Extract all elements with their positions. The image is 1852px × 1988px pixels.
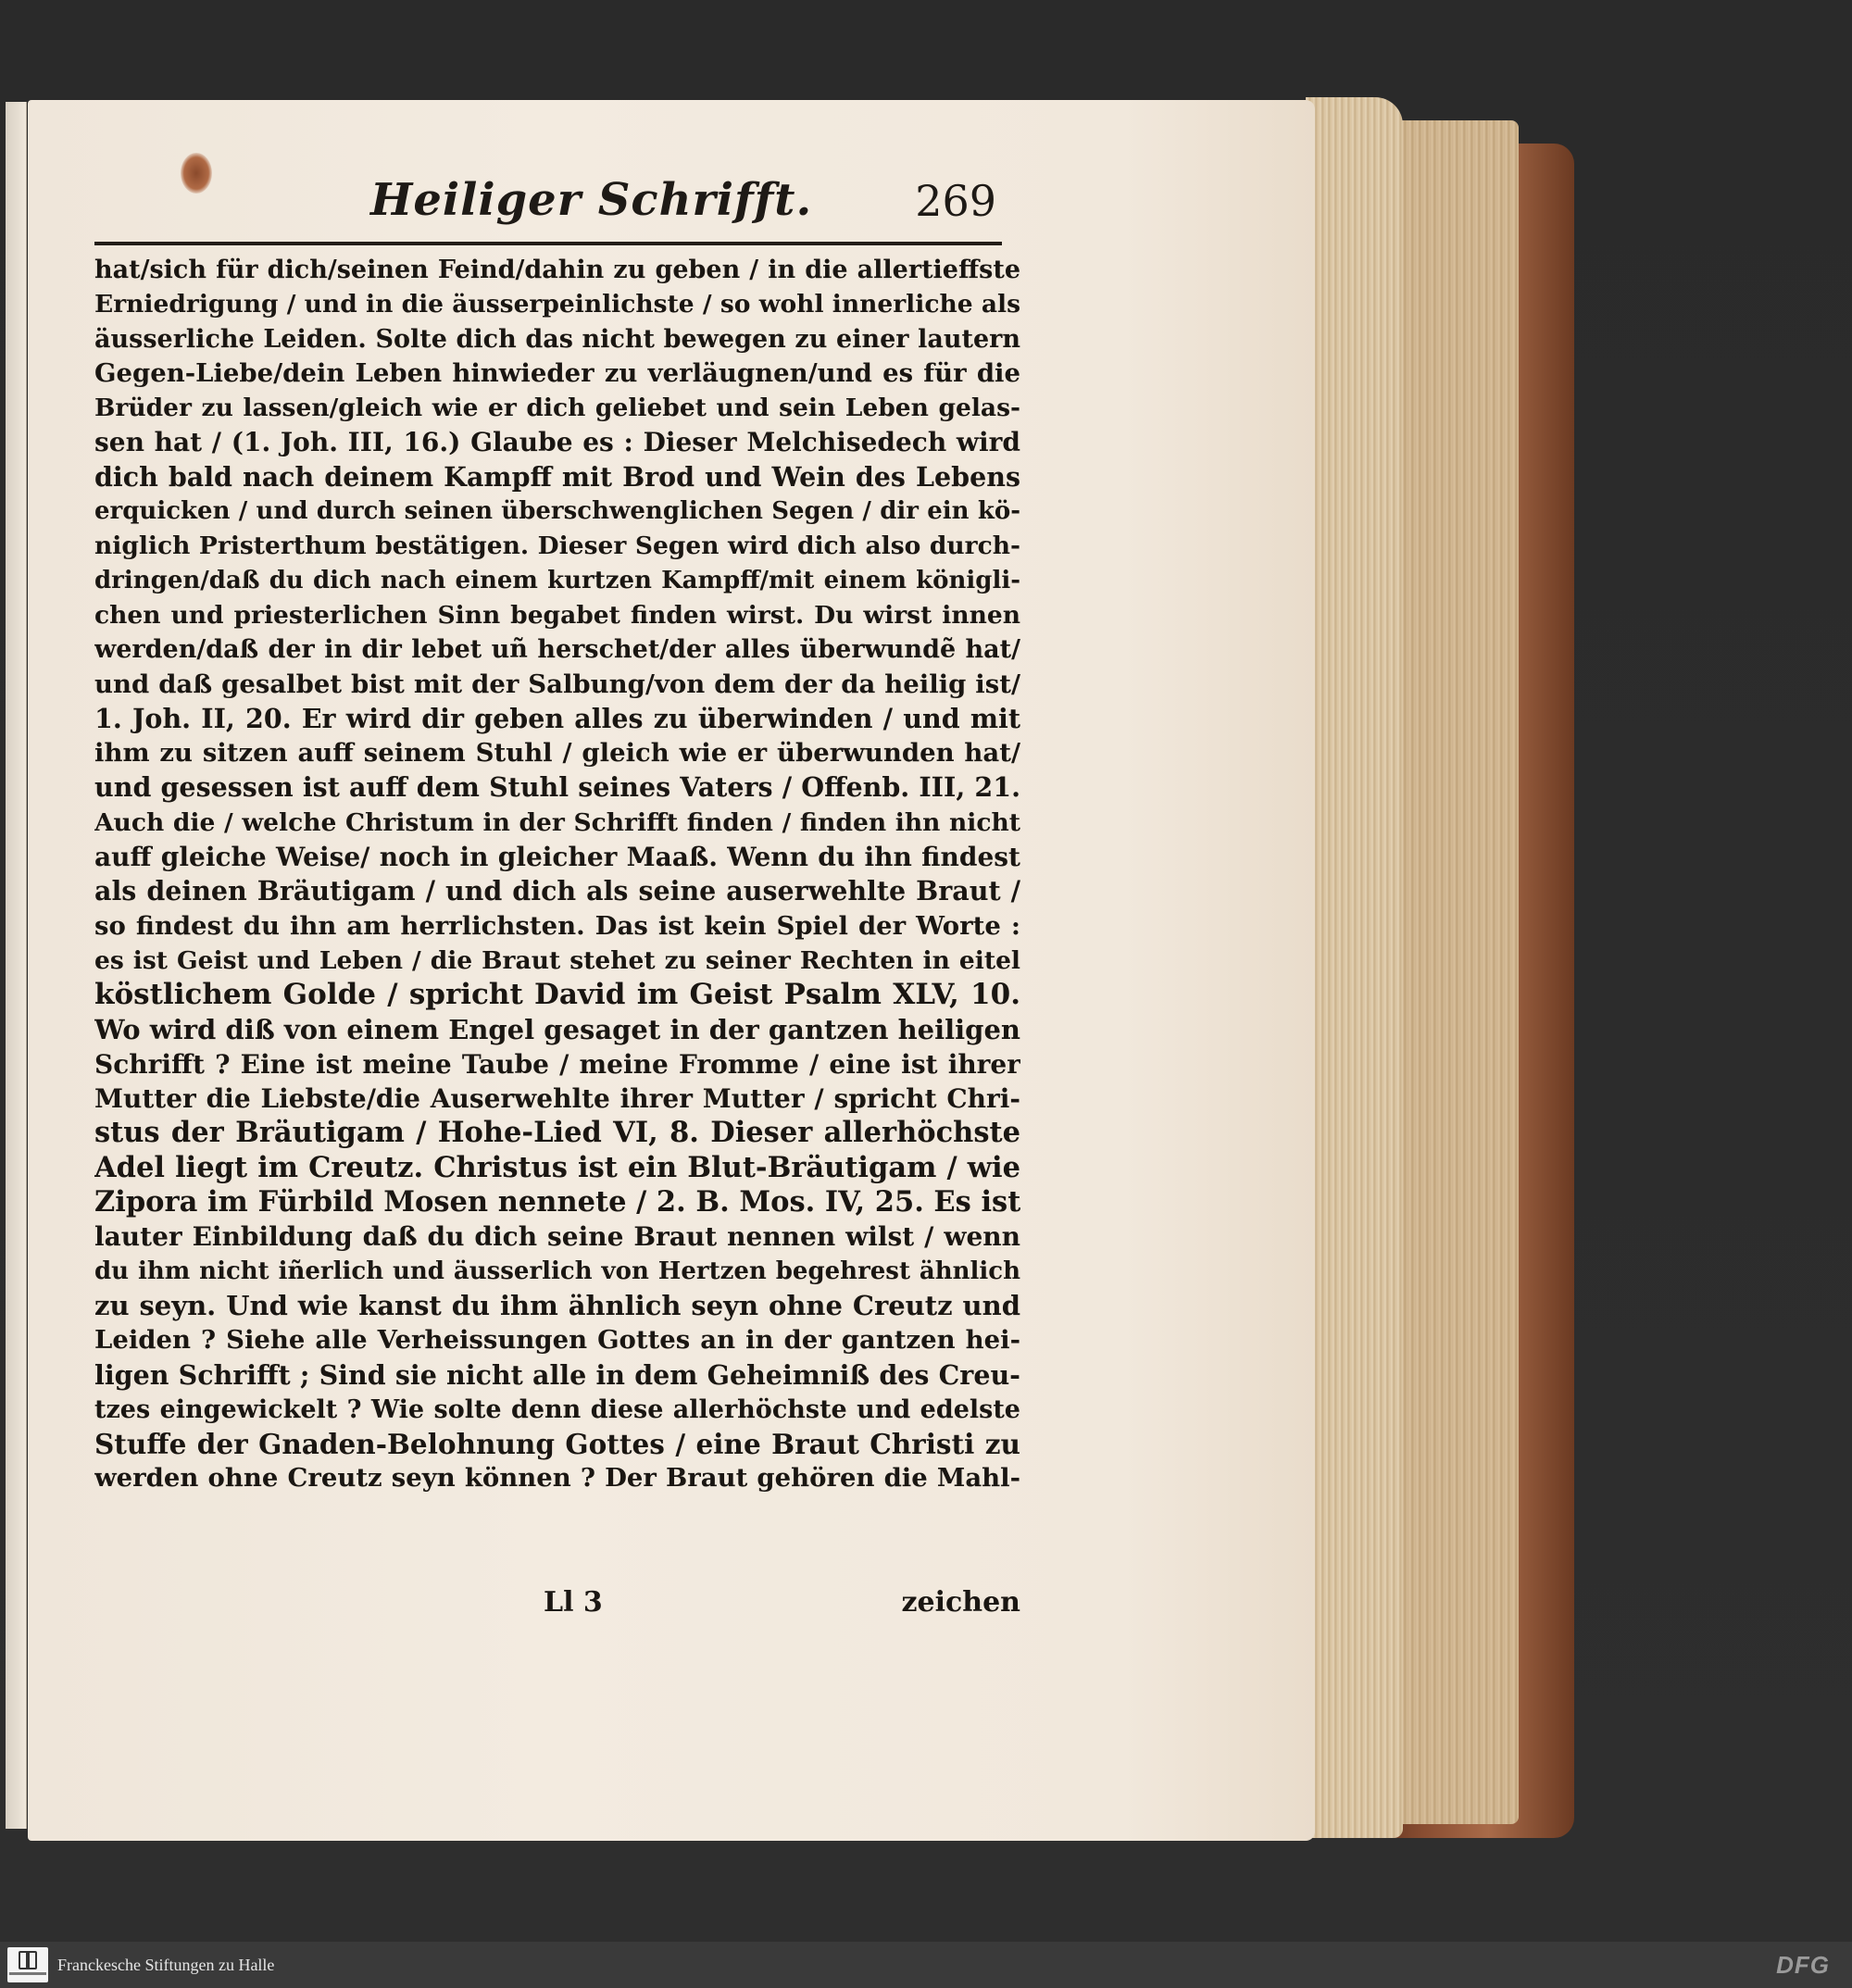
text-line: ligen Schrifft ; Sind sie nicht alle in dem Geheimniß des Creu- — [94, 1358, 1020, 1391]
institution-name: Franckesche Stiftungen zu Halle — [57, 1956, 275, 1974]
fore-edge — [1306, 97, 1403, 1838]
text-line: Zipora im Fürbild Mosen nennete / 2. B. Mos. IV, 25. Es ist — [94, 1185, 1020, 1219]
running-head — [370, 174, 1000, 239]
logo-caption — [9, 1972, 46, 1975]
text-line: niglich Pristerthum bestätigen. Dieser Segen wird dich also durch- — [94, 531, 1020, 561]
text-line: dringen/daß du dich nach einem kurtzen Kampff/mit einem königli- — [94, 566, 1020, 594]
text-line: ihm zu sitzen auff seinem Stuhl / gleich wie er überwunden hat/ — [94, 738, 1020, 769]
dfg-logo: DFG — [1776, 1951, 1830, 1979]
text-line: als deinen Bräutigam / und dich als seine auserwehlte Braut / — [94, 875, 1020, 907]
institution-logo — [7, 1947, 48, 1982]
page-number: 269 — [915, 176, 996, 226]
text-line: hat/sich für dich/seinen Feind/dahin zu geben / in die allertieffste — [94, 256, 1020, 284]
tower-icon — [19, 1951, 37, 1969]
text-line: 1. Joh. II, 20. Er wird dir geben alles zu überwinden / und mit — [94, 702, 1020, 734]
header-rule — [94, 242, 1002, 245]
text-line: Wo wird diß von einem Engel gesaget in der gantzen heiligen — [94, 1013, 1020, 1045]
text-line: Brüder zu lassen/gleich wie er dich geliebet und sein Leben gelas- — [94, 394, 1020, 423]
text-line: Stuffe der Gnaden-Belohnung Gottes / eine Braut Christi zu — [94, 1428, 1020, 1461]
viewer-footer — [0, 1942, 1852, 1988]
text-line: Adel liegt im Creutz. Christus ist ein Blut-Bräutigam / wie — [94, 1150, 1020, 1184]
text-line: Auch die / welche Christum in der Schrifft finden / finden ihn nicht — [94, 807, 1020, 837]
catchword: zeichen — [901, 1586, 1020, 1619]
text-line: es ist Geist und Leben / die Braut stehet zu seiner Rechten in eitel — [94, 945, 1020, 975]
text-line: werden/daß der in dir lebet uñ herschet/der alles überwundẽ hat/ — [94, 635, 1020, 665]
running-title: Heiliger Schrifft. — [370, 174, 813, 226]
text-line: lauter Einbildung daß du dich seine Braut nennen wilst / wenn — [94, 1221, 1020, 1253]
text-line: du ihm nicht iñerlich und äusserlich von Hertzen begehrest ähnlich — [94, 1257, 1020, 1285]
text-line: dich bald nach deinem Kampff mit Brod und Wein des Lebens — [94, 460, 1020, 493]
text-line: erquicken / und durch seinen überschwenglichen Segen / dir ein kö- — [94, 497, 1020, 526]
text-line: äusserliche Leiden. Solte dich das nicht bewegen zu einer lautern — [94, 324, 1020, 354]
text-line: zu seyn. Und wie kanst du ihm ähnlich seyn ohne Creutz und — [94, 1289, 1020, 1321]
text-line: werden ohne Creutz seyn können ? Der Braut gehören die Mahl- — [94, 1463, 1020, 1494]
text-line: Mutter die Liebste/die Auserwehlte ihrer Mutter / spricht Chri- — [94, 1083, 1020, 1115]
text-line: so findest du ihn am herrlichsten. Das ist kein Spiel der Worte : — [94, 910, 1020, 941]
signature-mark: Ll 3 — [544, 1586, 603, 1619]
text-line: Schrifft ? Eine ist meine Taube / meine Fromme / eine ist ihrer — [94, 1048, 1020, 1080]
text-line: und daß gesalbet bist mit der Salbung/von dem der da heilig ist/ — [94, 669, 1020, 699]
text-line: Leiden ? Siehe alle Verheissungen Gottes an in der gantzen hei- — [94, 1325, 1020, 1356]
text-line: chen und priesterlichen Sinn begabet finden wirst. Du wirst innen — [94, 600, 1020, 630]
body-text — [94, 253, 1020, 1496]
ink-stain — [181, 153, 212, 194]
text-line: tzes eingewickelt ? Wie solte denn diese allerhöchste und edelste — [94, 1394, 1020, 1424]
text-line: Gegen-Liebe/dein Leben hinwieder zu verläugnen/und es für die — [94, 357, 1020, 388]
text-line: sen hat / (1. Joh. III, 16.) Glaube es : Dieser Melchisedech wird — [94, 427, 1020, 458]
page-foot — [94, 1586, 1020, 1623]
text-line: auff gleiche Weise/ noch in gleicher Maaß. Wenn du ihn findest — [94, 842, 1020, 873]
facing-page-edge — [6, 102, 27, 1829]
text-line: köstlichem Golde / spricht David im Geist Psalm XLV, 10. — [94, 978, 1020, 1012]
text-line: und gesessen ist auff dem Stuhl seines Vaters / Offenb. III, 21. — [94, 771, 1020, 804]
text-line: Erniedrigung / und in die äusserpeinlichste / so wohl innerliche als — [94, 290, 1020, 319]
text-line: stus der Bräutigam / Hohe-Lied VI, 8. Dieser allerhöchste — [94, 1116, 1020, 1150]
